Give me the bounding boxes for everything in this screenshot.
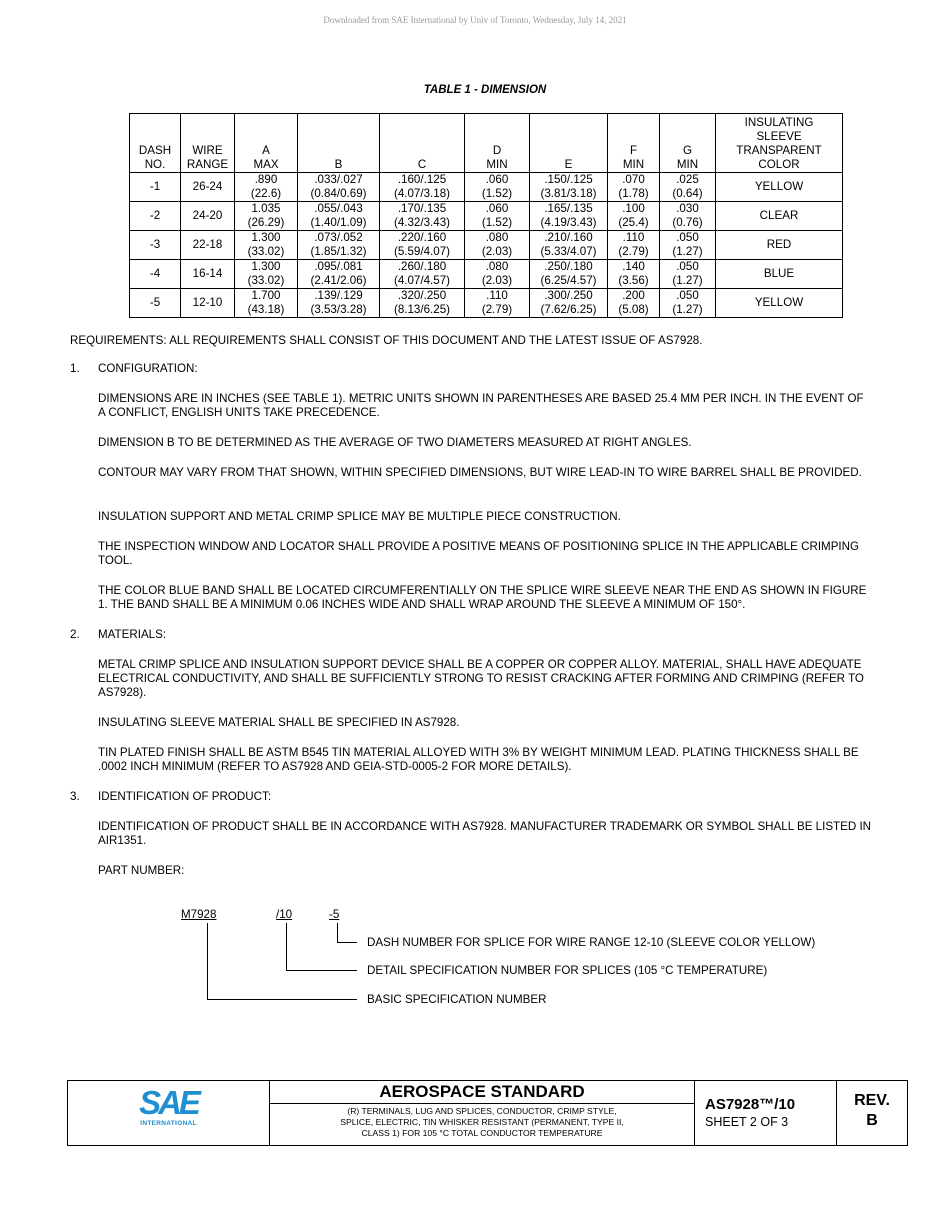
table-cell xyxy=(181,231,235,260)
part-number-detail: /10 xyxy=(276,908,293,921)
cell-line: .030 xyxy=(676,202,699,215)
header-line: E xyxy=(564,158,573,171)
requirements-text: REQUIREMENTS: ALL REQUIREMENTS SHALL CONSIST OF THIS DOCUMENT AND THE LATEST ISSUE OF AS7928. xyxy=(70,334,703,347)
cell-line: (33.02) xyxy=(247,274,285,287)
cell-line: (1.40/1.09) xyxy=(310,216,367,229)
header-line: F xyxy=(629,144,638,157)
cell-line: (3.56) xyxy=(618,274,649,287)
logo-cell xyxy=(68,1081,270,1145)
cell-line: 1.035 xyxy=(251,202,281,215)
dash-number-label: DASH NUMBER FOR SPLICE FOR WIRE RANGE 12-10 (SLEEVE COLOR YELLOW) xyxy=(367,936,816,949)
section-3-heading: IDENTIFICATION OF PRODUCT: xyxy=(98,790,272,803)
revision-cell xyxy=(837,1081,907,1145)
leader-line xyxy=(337,923,338,943)
cell-line: -5 xyxy=(149,296,161,309)
header-line: C xyxy=(417,158,427,171)
header-line: MAX xyxy=(253,158,279,171)
revision xyxy=(837,1091,907,1131)
cell-line: (4.07/3.18) xyxy=(393,187,451,200)
header-line: RANGE xyxy=(186,158,229,171)
cell-line: 1.300 xyxy=(251,231,281,244)
cell-line: -3 xyxy=(149,238,161,251)
section-2-paragraph: TIN PLATED FINISH SHALL BE ASTM B545 TIN MATERIAL ALLOYED WITH 3% BY WEIGHT MINIMUM LEAD. PLATING THICKNESS SHALL BE .0002 INCH MINIMUM (REFER TO AS7928 AND GEIA-STD-0005-2 FOR MORE DETAILS). xyxy=(98,746,859,773)
cell-line: (1.52) xyxy=(481,187,513,200)
cell-line: .210/.160 xyxy=(544,231,593,244)
cell-line: .050 xyxy=(676,231,699,244)
cell-line: CLEAR xyxy=(759,209,799,222)
table-cell xyxy=(716,202,843,231)
table-cell xyxy=(660,202,716,231)
cell-line: (1.52) xyxy=(481,216,513,229)
table-cell xyxy=(465,231,530,260)
cell-line: YELLOW xyxy=(754,296,804,309)
title-block xyxy=(67,1080,908,1146)
header-line: D xyxy=(492,144,502,157)
cell-line: .050 xyxy=(676,289,699,302)
sae-logo-subtitle: INTERNATIONAL xyxy=(140,1120,197,1127)
table-header-cell xyxy=(181,114,235,173)
cell-line: 1.700 xyxy=(251,289,281,302)
cell-line: (3.81/3.18) xyxy=(540,187,597,200)
cell-line: (1.27) xyxy=(672,245,703,258)
table-cell xyxy=(716,260,843,289)
table-header-cell xyxy=(530,114,608,173)
table-cell xyxy=(380,173,465,202)
table-cell xyxy=(130,173,181,202)
table-cell xyxy=(530,173,608,202)
table-cell xyxy=(608,202,660,231)
table-cell xyxy=(465,289,530,318)
header-line: COLOR xyxy=(758,158,800,171)
table-cell xyxy=(465,260,530,289)
table-title: TABLE 1 - DIMENSION xyxy=(423,84,547,96)
sae-logo xyxy=(68,1084,269,1127)
table-cell xyxy=(298,173,380,202)
part-number-base: M7928 xyxy=(181,908,217,921)
table-cell xyxy=(235,231,298,260)
table-cell xyxy=(130,260,181,289)
cell-line: .070 xyxy=(622,173,645,186)
cell-line: .110 xyxy=(486,289,508,302)
leader-line xyxy=(207,923,208,1000)
section-1-paragraph: THE COLOR BLUE BAND SHALL BE LOCATED CIRCUMFERENTIALLY ON THE SPLICE WIRE SLEEVE NEAR THE END AS SHOWN IN FIGURE 1. THE BAND SHALL BE A MINIMUM 0.06 INCHES WIDE AND SHALL WRAP AROUND THE SLEEVE A MINIMUM OF 150°. xyxy=(98,584,867,611)
table-cell xyxy=(660,173,716,202)
table-header-cell xyxy=(298,114,380,173)
cell-line: .300/.250 xyxy=(544,289,593,302)
description-line: (R) TERMINALS, LUG AND SPLICES, CONDUCTOR, CRIMP STYLE, xyxy=(347,1106,617,1116)
cell-line: (33.02) xyxy=(247,245,285,258)
cell-line: (4.32/3.43) xyxy=(393,216,451,229)
table-cell xyxy=(608,260,660,289)
cell-line: 12-10 xyxy=(192,296,223,309)
cell-line: RED xyxy=(766,238,792,251)
header-line: A xyxy=(262,144,270,157)
cell-line: .050 xyxy=(676,260,699,273)
cell-line: .140 xyxy=(622,260,645,273)
header-line: MIN xyxy=(622,158,645,171)
header-line: SLEEVE xyxy=(756,130,802,143)
cell-line: (26.29) xyxy=(247,216,285,229)
cell-line: (25.4) xyxy=(618,216,649,229)
cell-line: (7.62/6.25) xyxy=(540,303,597,316)
leader-line xyxy=(286,923,287,971)
cell-line: .095/.081 xyxy=(314,260,363,273)
leader-line xyxy=(286,970,357,971)
cell-line: .080 xyxy=(485,231,509,244)
cell-line: (2.41/2.06) xyxy=(310,274,367,287)
table-cell xyxy=(380,231,465,260)
table-cell xyxy=(235,260,298,289)
cell-line: -4 xyxy=(149,267,161,280)
dimension-table xyxy=(129,113,843,318)
section-1-number: 1. xyxy=(70,362,80,375)
cell-line: .110 xyxy=(622,231,645,244)
table-cell xyxy=(530,289,608,318)
table-row xyxy=(130,231,843,260)
table-cell xyxy=(716,231,843,260)
table-cell xyxy=(130,289,181,318)
cell-line: .080 xyxy=(485,260,509,273)
revision-label: REV. xyxy=(854,1092,890,1109)
table-cell xyxy=(465,173,530,202)
header-line: NO. xyxy=(144,158,166,171)
table-cell xyxy=(181,173,235,202)
table-cell xyxy=(298,289,380,318)
table-header-cell xyxy=(608,114,660,173)
download-banner: Downloaded from SAE International by Univ of Toronto, Wednesday, July 14, 2021 xyxy=(323,15,627,25)
cell-line: (6.25/4.57) xyxy=(540,274,597,287)
revision-value: B xyxy=(866,1112,878,1129)
document-number-cell xyxy=(695,1081,837,1145)
table-cell xyxy=(608,289,660,318)
cell-line: (3.53/3.28) xyxy=(310,303,367,316)
table-header-cell xyxy=(660,114,716,173)
section-1-heading: CONFIGURATION: xyxy=(98,362,198,375)
header-line: G xyxy=(682,144,693,157)
cell-line: -1 xyxy=(149,180,161,193)
section-1-paragraph: DIMENSIONS ARE IN INCHES (SEE TABLE 1). METRIC UNITS SHOWN IN PARENTHESES ARE BASED 25.4 MM PER INCH. IN THE EVENT OF A CONFLICT, ENGLISH UNITS TAKE PRECEDENCE. xyxy=(98,392,864,419)
table-header-cell xyxy=(235,114,298,173)
cell-line: (43.18) xyxy=(247,303,285,316)
cell-line: .100 xyxy=(622,202,645,215)
cell-line: (5.08) xyxy=(618,303,649,316)
cell-line: .165/.135 xyxy=(544,202,593,215)
sae-logo-mark: SAE xyxy=(139,1084,198,1121)
section-1-paragraph: THE INSPECTION WINDOW AND LOCATOR SHALL PROVIDE A POSITIVE MEANS OF POSITIONING SPLICE IN THE APPLICABLE CRIMPING TOOL. xyxy=(98,540,860,567)
header-line: MIN xyxy=(486,158,508,171)
cell-line: .220/.160 xyxy=(397,231,447,244)
section-2-heading: MATERIALS: xyxy=(98,628,167,641)
table-row xyxy=(130,202,843,231)
section-1-paragraph: CONTOUR MAY VARY FROM THAT SHOWN, WITHIN SPECIFIED DIMENSIONS, BUT WIRE LEAD-IN TO WIRE BARREL SHALL BE PROVIDED. xyxy=(98,466,862,479)
table-cell xyxy=(130,202,181,231)
cell-line: .060 xyxy=(485,202,509,215)
basic-spec-label: BASIC SPECIFICATION NUMBER xyxy=(367,993,547,1006)
section-3-paragraph: PART NUMBER: xyxy=(98,864,185,877)
cell-line: (1.27) xyxy=(672,303,703,316)
table-cell xyxy=(716,289,843,318)
cell-line: 1.300 xyxy=(251,260,281,273)
title-cell xyxy=(270,1081,695,1145)
cell-line: (0.76) xyxy=(672,216,703,229)
description-line: CLASS 1) FOR 105 °C TOTAL CONDUCTOR TEMPERATURE xyxy=(361,1128,603,1138)
table-cell xyxy=(660,289,716,318)
cell-line: (8.13/6.25) xyxy=(393,303,451,316)
description-line: SPLICE, ELECTRIC, TIN WHISKER RESISTANT (PERMANENT, TYPE II, xyxy=(340,1117,624,1127)
cell-line: .055/.043 xyxy=(314,202,363,215)
part-number-dash: -5 xyxy=(329,908,340,921)
cell-line: (4.19/3.43) xyxy=(540,216,597,229)
cell-line: .073/.052 xyxy=(314,231,363,244)
table-cell xyxy=(660,231,716,260)
leader-line xyxy=(207,999,357,1000)
cell-line: .890 xyxy=(254,173,278,186)
cell-line: (4.07/4.57) xyxy=(393,274,451,287)
table-cell xyxy=(380,289,465,318)
cell-line: 24-20 xyxy=(192,209,223,222)
cell-line: .260/.180 xyxy=(397,260,447,273)
cell-line: (2.79) xyxy=(618,245,649,258)
table-cell xyxy=(298,260,380,289)
table-header-cell xyxy=(716,114,843,173)
table-header-cell xyxy=(130,114,181,173)
cell-line: .025 xyxy=(676,173,699,186)
table-cell xyxy=(465,202,530,231)
cell-line: .033/.027 xyxy=(314,173,363,186)
cell-line: 16-14 xyxy=(192,267,223,280)
cell-line: (2.03) xyxy=(481,245,513,258)
header-line: MIN xyxy=(676,158,699,171)
table-cell xyxy=(530,202,608,231)
cell-line: (0.84/0.69) xyxy=(310,187,367,200)
header-line: INSULATING xyxy=(744,116,814,129)
cell-line: (1.85/1.32) xyxy=(310,245,367,258)
cell-line: .150/.125 xyxy=(544,173,593,186)
header-line: B xyxy=(334,158,343,171)
cell-line: (0.64) xyxy=(672,187,703,200)
header-line: DASH xyxy=(138,144,172,157)
cell-line: .139/.129 xyxy=(314,289,363,302)
cell-line: 26-24 xyxy=(192,180,223,193)
table-cell xyxy=(298,202,380,231)
table-cell xyxy=(130,231,181,260)
table-cell xyxy=(608,173,660,202)
section-2-paragraph: METAL CRIMP SPLICE AND INSULATION SUPPORT DEVICE SHALL BE A COPPER OR COPPER ALLOY. MATERIAL, SHALL HAVE ADEQUATE ELECTRICAL CONDUCTIVITY, AND SHALL BE SUFFICIENTLY STRONG TO RESIST CRACKING AFTER FORMING AND CRIMPING (REFER TO AS7928). xyxy=(98,658,864,699)
table-cell xyxy=(380,202,465,231)
cell-line: (22.6) xyxy=(250,187,282,200)
cell-line: .250/.180 xyxy=(544,260,593,273)
table-row xyxy=(130,173,843,202)
table-cell xyxy=(298,231,380,260)
table-cell xyxy=(181,202,235,231)
table-header-cell xyxy=(380,114,465,173)
cell-line: (1.78) xyxy=(618,187,649,200)
cell-line: 22-18 xyxy=(192,238,223,251)
table-row xyxy=(130,260,843,289)
cell-line: (2.79) xyxy=(481,303,513,316)
cell-line: (5.33/4.07) xyxy=(540,245,597,258)
table-cell xyxy=(530,231,608,260)
section-3-number: 3. xyxy=(70,790,80,803)
cell-line: (2.03) xyxy=(481,274,513,287)
standard-description xyxy=(270,1106,694,1139)
standard-title: AEROSPACE STANDARD xyxy=(270,1081,694,1104)
section-2-paragraph: INSULATING SLEEVE MATERIAL SHALL BE SPECIFIED IN AS7928. xyxy=(98,716,460,729)
table-header-cell xyxy=(465,114,530,173)
section-1-paragraph: INSULATION SUPPORT AND METAL CRIMP SPLICE MAY BE MULTIPLE PIECE CONSTRUCTION. xyxy=(98,510,621,523)
header-line: TRANSPARENT xyxy=(736,144,822,157)
cell-line: .160/.125 xyxy=(397,173,447,186)
header-line: WIRE xyxy=(192,144,223,157)
table-cell xyxy=(660,260,716,289)
table-cell xyxy=(235,173,298,202)
cell-line: .320/.250 xyxy=(397,289,447,302)
cell-line: .170/.135 xyxy=(397,202,447,215)
table-cell xyxy=(608,231,660,260)
table-cell xyxy=(235,289,298,318)
cell-line: -2 xyxy=(149,209,161,222)
table-cell xyxy=(181,289,235,318)
table-cell xyxy=(235,202,298,231)
cell-line: .200 xyxy=(622,289,645,302)
table-cell xyxy=(530,260,608,289)
table-row xyxy=(130,289,843,318)
sheet-number: SHEET 2 OF 3 xyxy=(705,1115,789,1129)
table-cell xyxy=(181,260,235,289)
cell-line: (1.27) xyxy=(672,274,703,287)
cell-line: .060 xyxy=(485,173,509,186)
detail-spec-label: DETAIL SPECIFICATION NUMBER FOR SPLICES (105 °C TEMPERATURE) xyxy=(367,964,768,977)
document-number: AS7928™/10 xyxy=(705,1096,796,1113)
cell-line: YELLOW xyxy=(754,180,804,193)
table-cell xyxy=(380,260,465,289)
section-1-paragraph: DIMENSION B TO BE DETERMINED AS THE AVERAGE OF TWO DIAMETERS MEASURED AT RIGHT ANGLES. xyxy=(98,436,692,449)
cell-line: (5.59/4.07) xyxy=(393,245,451,258)
leader-line xyxy=(337,942,357,943)
section-3-paragraph: IDENTIFICATION OF PRODUCT SHALL BE IN ACCORDANCE WITH AS7928. MANUFACTURER TRADEMARK OR SYMBOL SHALL BE LISTED IN AIR1351. xyxy=(98,820,872,847)
cell-line: BLUE xyxy=(763,267,795,280)
section-2-number: 2. xyxy=(70,628,80,641)
table-cell xyxy=(716,173,843,202)
